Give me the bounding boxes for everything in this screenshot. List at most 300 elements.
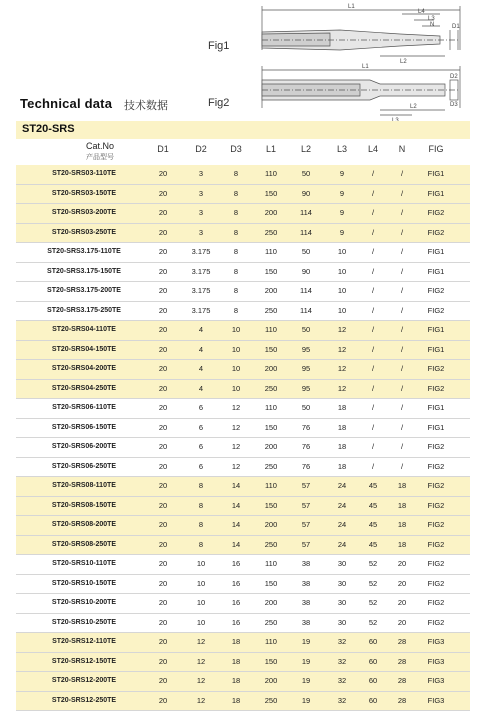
cell-fig: FIG1 (428, 243, 445, 262)
cell-l2: 50 (302, 243, 310, 262)
cell-n: / (401, 185, 403, 204)
cell-l4: 52 (369, 594, 377, 613)
cell-d3: 14 (232, 536, 240, 555)
cell-l1: 110 (265, 321, 277, 340)
cell-n: 20 (398, 594, 406, 613)
table-row (16, 419, 470, 439)
cell-l3: 32 (338, 692, 346, 711)
cell-fig: FIG1 (428, 321, 445, 340)
cell-l4: / (372, 263, 374, 282)
cell-n: / (401, 224, 403, 243)
cell-d1: 20 (159, 497, 167, 516)
cell-fig: FIG2 (428, 204, 445, 223)
cell-d3: 8 (234, 282, 238, 301)
cell-l1: 250 (265, 536, 278, 555)
cell-l4: / (372, 165, 374, 184)
cell-fig: FIG2 (428, 360, 445, 379)
cell-l1: 110 (265, 165, 277, 184)
table-row (16, 224, 470, 244)
cell-n: 28 (398, 672, 406, 691)
cell-fig: FIG1 (428, 185, 445, 204)
cell-fig: FIG1 (428, 419, 445, 438)
header-d3: D3 (230, 144, 242, 154)
cell-n: / (401, 243, 403, 262)
cell-l2: 57 (302, 497, 310, 516)
cell-cat-no: ST20-SRS08-250TE (52, 536, 116, 555)
cell-l2: 114 (300, 302, 312, 321)
cell-d2: 4 (199, 341, 203, 360)
cell-l3: 10 (338, 263, 346, 282)
cell-l1: 150 (265, 497, 278, 516)
cell-l2: 114 (300, 204, 312, 223)
cell-d2: 8 (199, 497, 203, 516)
cell-cat-no: ST20-SRS03-110TE (52, 165, 116, 184)
cell-d2: 12 (197, 653, 205, 672)
cell-cat-no: ST20-SRS08-200TE (52, 516, 116, 535)
header-d1: D1 (157, 144, 169, 154)
cell-d1: 20 (159, 438, 167, 457)
cell-n: 18 (398, 477, 406, 496)
cell-fig: FIG2 (428, 594, 445, 613)
cell-l3: 10 (338, 302, 346, 321)
cell-l4: / (372, 399, 374, 418)
cell-cat-no: ST20-SRS06-250TE (52, 458, 116, 477)
cell-l2: 38 (302, 614, 310, 633)
cell-d3: 18 (232, 672, 240, 691)
cell-d1: 20 (159, 536, 167, 555)
cell-l3: 9 (340, 165, 344, 184)
cell-l1: 200 (265, 672, 278, 691)
cell-fig: FIG2 (428, 497, 445, 516)
cell-d1: 20 (159, 614, 167, 633)
cell-l1: 150 (265, 341, 278, 360)
cell-l2: 50 (302, 399, 310, 418)
cell-fig: FIG2 (428, 224, 445, 243)
cell-l1: 250 (265, 380, 278, 399)
cell-cat-no: ST20-SRS3.175-150TE (47, 263, 121, 282)
table-row (16, 633, 470, 653)
table-row (16, 263, 470, 283)
cell-l1: 110 (265, 633, 277, 652)
cell-l4: 45 (369, 477, 377, 496)
cell-n: / (401, 321, 403, 340)
cell-cat-no: ST20-SRS06-110TE (52, 399, 116, 418)
cell-d2: 3.175 (192, 263, 211, 282)
table-row (16, 399, 470, 419)
title-chinese: 技术数据 (124, 97, 168, 113)
header-d2: D2 (195, 144, 207, 154)
cell-d3: 16 (232, 614, 240, 633)
cell-d2: 8 (199, 516, 203, 535)
cell-l1: 200 (265, 594, 278, 613)
cell-d2: 6 (199, 419, 203, 438)
cell-l2: 50 (302, 321, 310, 340)
cell-d1: 20 (159, 185, 167, 204)
cell-cat-no: ST20-SRS10-250TE (52, 614, 116, 633)
cell-fig: FIG1 (428, 399, 445, 418)
cell-fig: FIG2 (428, 555, 445, 574)
cell-fig: FIG2 (428, 458, 445, 477)
cell-d2: 4 (199, 380, 203, 399)
cell-n: 20 (398, 575, 406, 594)
table-row (16, 594, 470, 614)
cell-d1: 20 (159, 399, 167, 418)
cell-d2: 8 (199, 536, 203, 555)
cell-cat-no: ST20-SRS10-200TE (52, 594, 116, 613)
cell-l3: 9 (340, 204, 344, 223)
cell-l2: 19 (302, 672, 310, 691)
cell-l2: 76 (302, 419, 310, 438)
cell-l2: 38 (302, 575, 310, 594)
cell-l3: 30 (338, 575, 346, 594)
cell-l1: 110 (265, 399, 277, 418)
cell-cat-no: ST20-SRS12-150TE (52, 653, 116, 672)
table-row (16, 555, 470, 575)
header-cat-cn: 产品型号 (86, 152, 114, 162)
cell-d1: 20 (159, 204, 167, 223)
cell-n: / (401, 302, 403, 321)
cell-cat-no: ST20-SRS04-110TE (52, 321, 116, 340)
cell-d1: 20 (159, 302, 167, 321)
cell-d2: 3.175 (192, 282, 211, 301)
cell-l3: 32 (338, 653, 346, 672)
cell-l2: 38 (302, 594, 310, 613)
table-row (16, 282, 470, 302)
cell-d3: 18 (232, 633, 240, 652)
cell-l1: 250 (265, 692, 278, 711)
cell-d3: 8 (234, 204, 238, 223)
dim-l3: L3 (428, 16, 435, 22)
cell-l4: 52 (369, 555, 377, 574)
dim-l1-fig2: L1 (362, 64, 369, 70)
cell-l3: 30 (338, 594, 346, 613)
cell-n: / (401, 341, 403, 360)
cell-d3: 14 (232, 477, 240, 496)
cell-d2: 3 (199, 204, 203, 223)
cell-cat-no: ST20-SRS04-150TE (52, 341, 116, 360)
cell-l2: 50 (302, 165, 310, 184)
cell-l3: 32 (338, 633, 346, 652)
cell-n: 18 (398, 536, 406, 555)
cell-l1: 150 (265, 419, 278, 438)
cell-l3: 18 (338, 399, 346, 418)
cell-d1: 20 (159, 360, 167, 379)
cell-d1: 20 (159, 321, 167, 340)
table-row (16, 458, 470, 478)
cell-fig: FIG2 (428, 575, 445, 594)
cell-l4: / (372, 224, 374, 243)
cell-n: 20 (398, 614, 406, 633)
cell-d3: 14 (232, 516, 240, 535)
table-row (16, 497, 470, 517)
cell-fig: FIG3 (428, 653, 445, 672)
cell-n: / (401, 263, 403, 282)
cell-n: 28 (398, 653, 406, 672)
dim-l1: L1 (348, 4, 355, 10)
cell-n: / (401, 165, 403, 184)
cell-d3: 12 (232, 458, 240, 477)
dim-d2-fig2: D2 (450, 74, 458, 80)
fig2-drawing (262, 66, 460, 115)
cell-d3: 8 (234, 185, 238, 204)
table-row (16, 360, 470, 380)
cell-l4: / (372, 360, 374, 379)
cell-n: 28 (398, 692, 406, 711)
cell-fig: FIG1 (428, 263, 445, 282)
cell-l1: 200 (265, 516, 278, 535)
cell-l4: 60 (369, 633, 377, 652)
cell-cat-no: ST20-SRS3.175-110TE (47, 243, 121, 262)
cell-l2: 57 (302, 477, 310, 496)
cell-fig: FIG3 (428, 672, 445, 691)
cell-l4: / (372, 282, 374, 301)
cell-l3: 24 (338, 516, 346, 535)
cell-d2: 12 (197, 692, 205, 711)
cell-cat-no: ST20-SRS08-110TE (52, 477, 116, 496)
cell-l3: 12 (338, 380, 346, 399)
table-row (16, 302, 470, 322)
cell-d1: 20 (159, 575, 167, 594)
dim-l4: L4 (418, 9, 425, 15)
cell-l4: / (372, 380, 374, 399)
cell-d3: 16 (232, 575, 240, 594)
cell-n: / (401, 399, 403, 418)
cell-l2: 76 (302, 438, 310, 457)
cell-l4: / (372, 185, 374, 204)
cell-cat-no: ST20-SRS04-200TE (52, 360, 116, 379)
cell-d3: 8 (234, 165, 238, 184)
cell-n: / (401, 204, 403, 223)
fig1-label: Fig1 (208, 40, 229, 52)
table-row (16, 243, 470, 263)
cell-cat-no: ST20-SRS3.175-250TE (47, 302, 121, 321)
cell-d2: 10 (197, 575, 205, 594)
header-l3: L3 (337, 144, 347, 154)
cell-d3: 14 (232, 497, 240, 516)
cell-l4: 45 (369, 497, 377, 516)
cell-d1: 20 (159, 477, 167, 496)
dim-l2-fig2: L2 (410, 104, 417, 110)
cell-l1: 150 (265, 263, 278, 282)
cell-d1: 20 (159, 165, 167, 184)
cell-cat-no: ST20-SRS12-200TE (52, 672, 116, 691)
header-n: N (399, 144, 406, 154)
cell-l3: 30 (338, 614, 346, 633)
table-body (16, 165, 470, 711)
cell-l4: 45 (369, 516, 377, 535)
cell-l3: 24 (338, 497, 346, 516)
cell-l1: 110 (265, 477, 277, 496)
cell-d2: 10 (197, 555, 205, 574)
cell-d3: 10 (232, 341, 240, 360)
cell-fig: FIG2 (428, 614, 445, 633)
cell-d3: 12 (232, 419, 240, 438)
cell-d1: 20 (159, 263, 167, 282)
cell-fig: FIG2 (428, 282, 445, 301)
cell-l4: 60 (369, 692, 377, 711)
title-english: Technical data (20, 96, 112, 111)
fig1-drawing (262, 6, 460, 56)
cell-fig: FIG2 (428, 477, 445, 496)
cell-d3: 8 (234, 243, 238, 262)
cell-l3: 32 (338, 672, 346, 691)
series-bar (16, 121, 470, 139)
cell-d1: 20 (159, 672, 167, 691)
cell-d1: 20 (159, 653, 167, 672)
cell-d2: 12 (197, 672, 205, 691)
cell-fig: FIG3 (428, 633, 445, 652)
cell-fig: FIG2 (428, 516, 445, 535)
cell-l4: 52 (369, 614, 377, 633)
dim-l2: L2 (400, 59, 407, 65)
cell-l2: 114 (300, 282, 312, 301)
cell-l4: / (372, 302, 374, 321)
cell-n: 18 (398, 516, 406, 535)
cell-l4: 45 (369, 536, 377, 555)
cell-d3: 18 (232, 653, 240, 672)
cell-d2: 8 (199, 477, 203, 496)
cell-l2: 19 (302, 653, 310, 672)
cell-l1: 110 (265, 243, 277, 262)
cell-d2: 6 (199, 458, 203, 477)
cell-l2: 90 (302, 185, 310, 204)
cell-l2: 19 (302, 633, 310, 652)
cell-l1: 200 (265, 282, 278, 301)
cell-n: 20 (398, 555, 406, 574)
cell-l2: 57 (302, 536, 310, 555)
cell-cat-no: ST20-SRS08-150TE (52, 497, 116, 516)
cell-l1: 200 (265, 204, 278, 223)
cell-l4: 52 (369, 575, 377, 594)
cell-l3: 10 (338, 282, 346, 301)
cell-cat-no: ST20-SRS10-150TE (52, 575, 116, 594)
table-row (16, 692, 470, 711)
cell-l3: 10 (338, 243, 346, 262)
cell-d1: 20 (159, 243, 167, 262)
table-row (16, 614, 470, 634)
cell-n: / (401, 282, 403, 301)
cell-d2: 12 (197, 633, 205, 652)
cell-n: / (401, 458, 403, 477)
cell-d3: 8 (234, 224, 238, 243)
table-row (16, 575, 470, 595)
cell-cat-no: ST20-SRS04-250TE (52, 380, 116, 399)
cell-cat-no: ST20-SRS03-150TE (52, 185, 116, 204)
cell-d1: 20 (159, 224, 167, 243)
cell-l3: 9 (340, 185, 344, 204)
cell-fig: FIG2 (428, 380, 445, 399)
cell-n: 28 (398, 633, 406, 652)
cell-d1: 20 (159, 419, 167, 438)
cell-cat-no: ST20-SRS10-110TE (52, 555, 116, 574)
cell-l1: 150 (265, 575, 278, 594)
cell-l2: 95 (302, 341, 310, 360)
cell-cat-no: ST20-SRS03-250TE (52, 224, 116, 243)
cell-cat-no: ST20-SRS3.175-200TE (47, 282, 121, 301)
cell-d3: 18 (232, 692, 240, 711)
cell-d2: 3 (199, 224, 203, 243)
cell-l4: 60 (369, 672, 377, 691)
cell-l1: 250 (265, 458, 278, 477)
cell-l3: 12 (338, 360, 346, 379)
cell-l3: 30 (338, 555, 346, 574)
table-row (16, 477, 470, 497)
table-row (16, 341, 470, 361)
cell-d1: 20 (159, 555, 167, 574)
cell-cat-no: ST20-SRS06-200TE (52, 438, 116, 457)
header-cat-en: Cat.No (86, 141, 114, 151)
cell-d1: 20 (159, 594, 167, 613)
cell-cat-no: ST20-SRS03-200TE (52, 204, 116, 223)
cell-n: / (401, 380, 403, 399)
table-row (16, 438, 470, 458)
cell-cat-no: ST20-SRS06-150TE (52, 419, 116, 438)
cell-d1: 20 (159, 692, 167, 711)
table-row (16, 653, 470, 673)
cell-l3: 18 (338, 419, 346, 438)
header-cat-no (86, 141, 114, 162)
table-row (16, 321, 470, 341)
cell-l1: 250 (265, 302, 278, 321)
cell-d2: 3 (199, 165, 203, 184)
cell-l2: 38 (302, 555, 310, 574)
cell-l4: / (372, 419, 374, 438)
cell-l2: 90 (302, 263, 310, 282)
cell-d2: 3.175 (192, 243, 211, 262)
fig2-label: Fig2 (208, 97, 229, 109)
table-header (16, 139, 470, 166)
cell-l4: / (372, 243, 374, 262)
cell-n: / (401, 438, 403, 457)
table-row (16, 165, 470, 185)
cell-d3: 10 (232, 360, 240, 379)
cell-l1: 250 (265, 224, 278, 243)
cell-l1: 110 (265, 555, 277, 574)
cell-l2: 95 (302, 380, 310, 399)
dim-d3-fig2: D3 (450, 102, 458, 108)
cell-d3: 16 (232, 594, 240, 613)
cell-d1: 20 (159, 516, 167, 535)
cell-l3: 24 (338, 536, 346, 555)
cell-l3: 18 (338, 438, 346, 457)
series-label: ST20-SRS (22, 123, 75, 135)
cell-fig: FIG3 (428, 692, 445, 711)
cell-d2: 4 (199, 321, 203, 340)
cell-d3: 16 (232, 555, 240, 574)
cell-d3: 8 (234, 263, 238, 282)
cell-d2: 10 (197, 614, 205, 633)
cell-l3: 24 (338, 477, 346, 496)
dim-d1: D1 (452, 24, 460, 30)
cell-fig: FIG1 (428, 165, 445, 184)
cell-d1: 20 (159, 458, 167, 477)
cell-d1: 20 (159, 633, 167, 652)
cell-l2: 57 (302, 516, 310, 535)
cell-l3: 12 (338, 321, 346, 340)
cell-l1: 200 (265, 360, 278, 379)
cell-d2: 6 (199, 438, 203, 457)
cell-d3: 12 (232, 399, 240, 418)
table-row (16, 516, 470, 536)
cell-fig: FIG1 (428, 341, 445, 360)
cell-d2: 6 (199, 399, 203, 418)
cell-l3: 12 (338, 341, 346, 360)
cell-d3: 8 (234, 302, 238, 321)
cell-d2: 10 (197, 594, 205, 613)
table-row (16, 672, 470, 692)
cell-l2: 114 (300, 224, 312, 243)
cell-d1: 20 (159, 380, 167, 399)
